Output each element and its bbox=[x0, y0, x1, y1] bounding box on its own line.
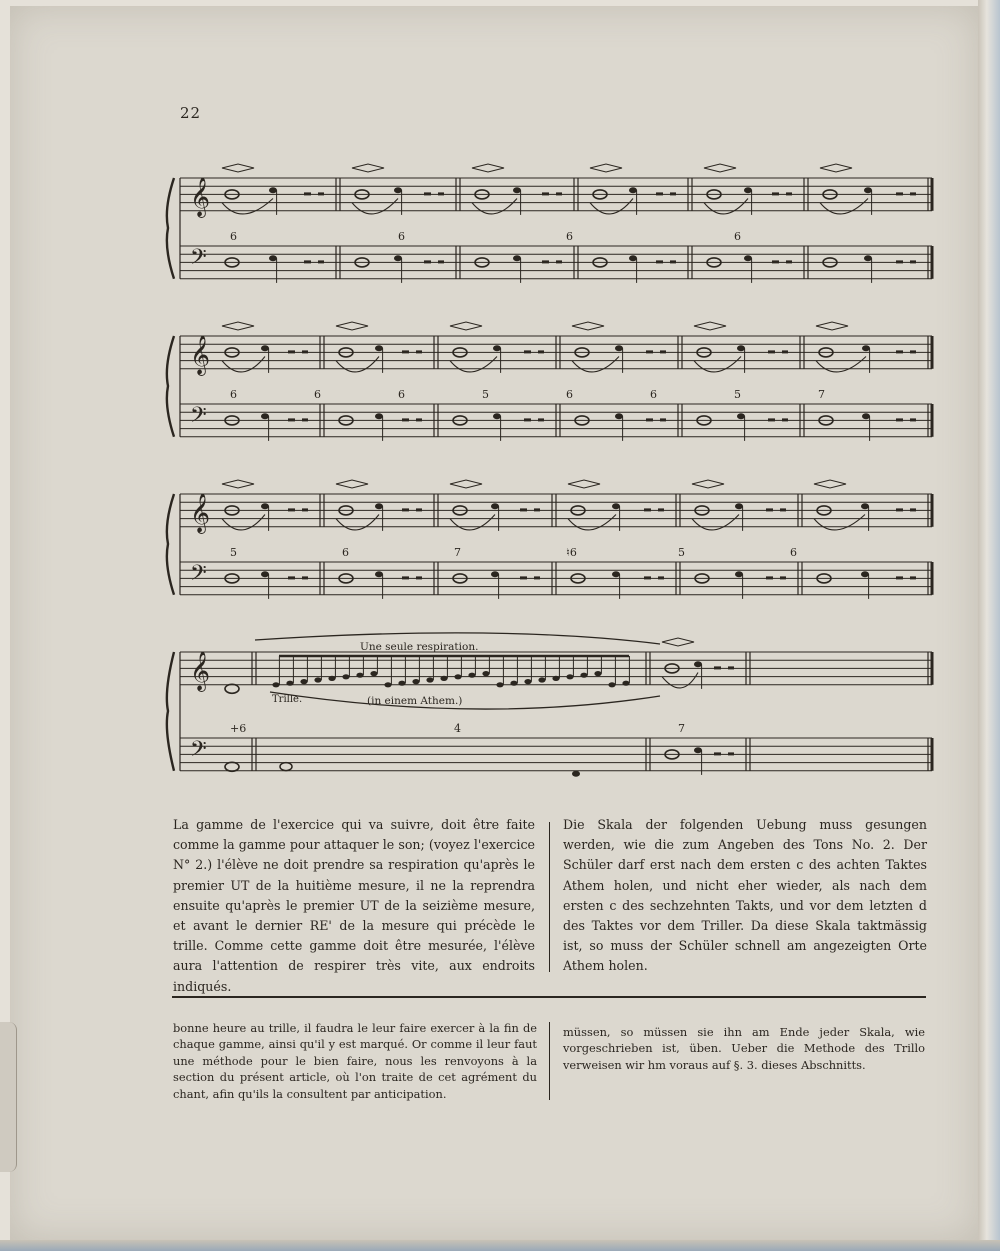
rest bbox=[534, 576, 540, 579]
breath-mark-icon bbox=[694, 322, 726, 330]
bass-clef-icon: 𝄢 bbox=[190, 737, 207, 767]
quarter-note bbox=[261, 413, 269, 419]
figured-bass-number: 6 bbox=[314, 388, 321, 401]
slur bbox=[814, 515, 865, 530]
rest bbox=[910, 350, 916, 353]
rest bbox=[402, 418, 409, 421]
rest bbox=[424, 192, 431, 195]
rest bbox=[302, 418, 308, 421]
sixteenth-note bbox=[496, 682, 503, 687]
rest bbox=[656, 192, 663, 195]
rest bbox=[910, 260, 916, 263]
rest bbox=[304, 192, 311, 195]
sixteenth-note bbox=[510, 681, 517, 686]
rest bbox=[772, 260, 779, 263]
rest bbox=[644, 576, 651, 579]
treble-clef-icon: 𝄞 bbox=[190, 335, 211, 375]
slur bbox=[568, 515, 616, 530]
quarter-note bbox=[862, 413, 870, 419]
figured-bass-number: 5 bbox=[734, 388, 741, 401]
rest bbox=[538, 418, 544, 421]
rest bbox=[766, 508, 773, 511]
system-2 bbox=[167, 335, 932, 437]
sixteenth-note bbox=[566, 674, 573, 679]
rest bbox=[416, 350, 422, 353]
quarter-note bbox=[493, 413, 501, 419]
binding-clip bbox=[0, 1022, 17, 1172]
figured-bass-number: 6 bbox=[230, 230, 237, 243]
rest bbox=[896, 350, 903, 353]
rest bbox=[302, 350, 308, 353]
german-text: Die Skala der folgenden Uebung muss gesungen werden, wie die zum Angeben des Tons No. 2. Der Schüler darf erst nach dem ersten c des achten Taktes Athem holen, und nicht eher wieder, als nach dem ersten c des sechzehnten Takts, und vor dem letzten d des Taktes vor dem Triller. Da diese Skala taktmässig ist, so muss der Schüler schnell am angezeigten Orte Athem holen. bbox=[563, 817, 927, 974]
system-brace bbox=[167, 494, 174, 595]
breath-mark-icon bbox=[814, 480, 846, 488]
quarter-note bbox=[612, 503, 620, 509]
rest bbox=[524, 418, 531, 421]
quarter-note bbox=[737, 345, 745, 351]
rest bbox=[728, 666, 734, 669]
french-footnote bbox=[173, 1020, 537, 1102]
rest bbox=[416, 508, 422, 511]
sixteenth-note bbox=[622, 681, 629, 686]
rest bbox=[438, 260, 444, 263]
sixteenth-note bbox=[594, 671, 601, 676]
figured-bass-number: 4 bbox=[454, 722, 461, 735]
system-brace bbox=[167, 336, 174, 437]
sixteenth-note bbox=[454, 674, 461, 679]
figured-bass-number: 7 bbox=[818, 388, 825, 401]
figured-bass-number: 5 bbox=[230, 546, 237, 559]
quarter-note bbox=[513, 255, 521, 261]
quarter-note bbox=[737, 413, 745, 419]
rest bbox=[438, 192, 444, 195]
figured-bass-number: 5 bbox=[678, 546, 685, 559]
rest bbox=[896, 260, 903, 263]
system-1 bbox=[167, 177, 932, 279]
quarter-note bbox=[261, 503, 269, 509]
breath-mark-icon bbox=[352, 164, 384, 172]
sixteenth-note bbox=[440, 676, 447, 681]
rest bbox=[782, 418, 788, 421]
rest bbox=[646, 350, 653, 353]
sixteenth-note bbox=[272, 682, 279, 687]
quarter-note bbox=[744, 255, 752, 261]
sixteenth-note bbox=[524, 679, 531, 684]
rest bbox=[318, 192, 324, 195]
quarter-note bbox=[735, 571, 743, 577]
rest bbox=[556, 260, 562, 263]
rest bbox=[416, 576, 422, 579]
rest bbox=[658, 508, 664, 511]
quarter-note bbox=[375, 345, 383, 351]
rest bbox=[896, 192, 903, 195]
rest bbox=[646, 418, 653, 421]
treble-clef-icon: 𝄞 bbox=[190, 651, 211, 691]
figured-bass-number: 6 bbox=[566, 230, 573, 243]
figured-bass-number: 7 bbox=[678, 722, 685, 735]
sixteenth-note bbox=[356, 673, 363, 678]
quarter-note bbox=[493, 345, 501, 351]
quarter-note bbox=[269, 187, 277, 193]
quarter-note bbox=[694, 747, 702, 753]
rest bbox=[520, 508, 527, 511]
rest bbox=[288, 508, 295, 511]
breath-mark-icon bbox=[816, 322, 848, 330]
rest bbox=[910, 508, 916, 511]
slur bbox=[694, 357, 741, 372]
breath-mark-icon bbox=[336, 480, 368, 488]
rest bbox=[670, 260, 676, 263]
breath-mark-icon bbox=[336, 322, 368, 330]
breath-mark-icon bbox=[568, 480, 600, 488]
slur bbox=[704, 199, 748, 214]
rest bbox=[780, 508, 786, 511]
rest bbox=[660, 418, 666, 421]
figured-bass-number: +6 bbox=[230, 722, 247, 735]
quarter-note bbox=[694, 661, 702, 667]
rest bbox=[786, 192, 792, 195]
sixteenth-note bbox=[468, 673, 475, 678]
quarter-note bbox=[864, 187, 872, 193]
rest bbox=[728, 752, 734, 755]
breath-mark-icon bbox=[704, 164, 736, 172]
rest bbox=[402, 576, 409, 579]
quarter-note bbox=[261, 345, 269, 351]
rest bbox=[318, 260, 324, 263]
quarter-note bbox=[375, 503, 383, 509]
quarter-note bbox=[744, 187, 752, 193]
quarter-note bbox=[491, 571, 499, 577]
sixteenth-note bbox=[482, 671, 489, 676]
quarter-note bbox=[861, 503, 869, 509]
quarter-note bbox=[269, 255, 277, 261]
figured-bass-number: ♮6 bbox=[566, 546, 577, 559]
rest bbox=[644, 508, 651, 511]
rest bbox=[416, 418, 422, 421]
rest bbox=[542, 192, 549, 195]
rest bbox=[714, 752, 721, 755]
quarter-note bbox=[629, 187, 637, 193]
rest bbox=[766, 576, 773, 579]
slur bbox=[450, 357, 497, 372]
figured-bass-number: 6 bbox=[566, 388, 573, 401]
score-staves bbox=[167, 177, 932, 771]
figured-bass-number: 5 bbox=[482, 388, 489, 401]
trill-label: Trille. bbox=[272, 694, 303, 705]
slur bbox=[450, 515, 495, 530]
figured-bass-number: 7 bbox=[454, 546, 461, 559]
sixteenth-note bbox=[426, 677, 433, 682]
sixteenth-note bbox=[398, 681, 405, 686]
french-text: La gamme de l'exercice qui va suivre, doit être faite comme la gamme pour attaquer le son; (voyez l'exercice N° 2.) l'élève ne doit prendre sa respiration qu'après le premier UT de la huitième mesure, il ne la reprendra ensuite qu'après le premier UT de la seizième mesure, et avant le dernier RE' de la mesure qui précède le trille. Comme cette gamme doit être mesurée, l'élève aura l'attention de respirer très vite, aux endroits indiqués. bbox=[173, 817, 535, 994]
figured-bass-number: 6 bbox=[342, 546, 349, 559]
rest bbox=[402, 508, 409, 511]
figured-bass-number: 6 bbox=[734, 230, 741, 243]
whole-note bbox=[225, 762, 239, 771]
figured-bass-number: 6 bbox=[230, 388, 237, 401]
sixteenth-note bbox=[608, 682, 615, 687]
rest bbox=[534, 508, 540, 511]
breath-mark-icon bbox=[820, 164, 852, 172]
breath-mark-icon bbox=[662, 638, 694, 646]
rest bbox=[556, 192, 562, 195]
phrase-slur bbox=[270, 692, 660, 709]
footnote-separator bbox=[172, 996, 926, 998]
rest bbox=[910, 576, 916, 579]
sixteenth-note bbox=[580, 673, 587, 678]
quarter-note bbox=[629, 255, 637, 261]
quarter-note bbox=[864, 255, 872, 261]
bass-clef-icon: 𝄢 bbox=[190, 561, 207, 591]
rest bbox=[656, 260, 663, 263]
breath-mark-icon bbox=[222, 322, 254, 330]
breath-mark-icon bbox=[590, 164, 622, 172]
sixteenth-note bbox=[328, 676, 335, 681]
slur bbox=[222, 515, 265, 530]
rest bbox=[542, 260, 549, 263]
quarter-note bbox=[375, 571, 383, 577]
quarter-note bbox=[735, 503, 743, 509]
bass-clef-icon: 𝄢 bbox=[190, 403, 207, 433]
rest bbox=[910, 192, 916, 195]
slur bbox=[352, 199, 398, 214]
column-divider bbox=[549, 822, 550, 972]
slur bbox=[692, 515, 739, 530]
rest bbox=[304, 260, 311, 263]
slur bbox=[662, 673, 698, 688]
footnote-column-divider bbox=[549, 1022, 550, 1100]
french-footnote-text: bonne heure au trille, il faudra le leur faire exercer à la fin de chaque gamme, ainsi qu'il y est marqué. Or comme il leur faut une méthode pour le bien faire, nous les renvoyons à la section du présent article, où l'on traite de cet agrément du chant, afin qu'ils la consultent par anticipation. bbox=[173, 1021, 537, 1101]
rest bbox=[896, 508, 903, 511]
slur bbox=[816, 357, 866, 372]
figured-bass-number: 6 bbox=[790, 546, 797, 559]
german-footnote-text: müssen, so müssen sie ihn am Ende jeder Skala, wie vorgeschrieben ist, üben. Ueber die Methode des Trillo verweisen wir hm voraus auf §. 3. dieses Abschnitts. bbox=[563, 1025, 925, 1072]
quarter-note bbox=[375, 413, 383, 419]
french-paragraph bbox=[173, 815, 535, 997]
quarter-note bbox=[491, 503, 499, 509]
rest bbox=[782, 350, 788, 353]
quarter-note bbox=[394, 255, 402, 261]
treble-clef-icon: 𝄞 bbox=[190, 493, 211, 533]
rest bbox=[896, 418, 903, 421]
slur bbox=[590, 199, 633, 214]
slur bbox=[336, 515, 379, 530]
rest bbox=[520, 576, 527, 579]
breath-mark-icon bbox=[572, 322, 604, 330]
slur bbox=[472, 199, 517, 214]
half-note bbox=[280, 763, 292, 771]
page-number: 22 bbox=[180, 104, 202, 122]
rest bbox=[288, 418, 295, 421]
slur bbox=[222, 199, 273, 214]
rest bbox=[288, 350, 295, 353]
rest bbox=[670, 192, 676, 195]
system-brace bbox=[167, 178, 174, 279]
athem-label: (in einem Athem.) bbox=[367, 695, 463, 707]
sixteenth-note bbox=[552, 676, 559, 681]
quarter-note bbox=[612, 571, 620, 577]
slur bbox=[336, 357, 379, 372]
rest bbox=[538, 350, 544, 353]
rest bbox=[768, 418, 775, 421]
system-4 bbox=[167, 651, 932, 771]
rest bbox=[910, 418, 916, 421]
rest bbox=[660, 350, 666, 353]
rest bbox=[524, 350, 531, 353]
figured-bass-number: 6 bbox=[650, 388, 657, 401]
quarter-note bbox=[861, 571, 869, 577]
rest bbox=[780, 576, 786, 579]
slur bbox=[820, 199, 868, 214]
page-edge-bottom bbox=[0, 1240, 1000, 1251]
figured-bass-number: 6 bbox=[398, 230, 405, 243]
rest bbox=[786, 260, 792, 263]
breath-mark-icon bbox=[450, 322, 482, 330]
german-paragraph bbox=[563, 815, 927, 977]
breath-mark-icon bbox=[472, 164, 504, 172]
quarter-note bbox=[261, 571, 269, 577]
rest bbox=[302, 576, 308, 579]
sixteenth-note bbox=[412, 679, 419, 684]
whole-note bbox=[225, 684, 239, 693]
figured-bass-number: 6 bbox=[398, 388, 405, 401]
rest bbox=[288, 576, 295, 579]
rest bbox=[402, 350, 409, 353]
sixteenth-note bbox=[314, 677, 321, 682]
rest bbox=[302, 508, 308, 511]
sixteenth-note bbox=[300, 679, 307, 684]
sixteenth-note bbox=[286, 681, 293, 686]
breath-mark-icon bbox=[692, 480, 724, 488]
sixteenth-note bbox=[370, 671, 377, 676]
quarter-note bbox=[513, 187, 521, 193]
quarter-note bbox=[572, 771, 580, 777]
rest bbox=[772, 192, 779, 195]
quarter-note bbox=[394, 187, 402, 193]
bass-clef-icon: 𝄢 bbox=[190, 245, 207, 275]
rest bbox=[896, 576, 903, 579]
rest bbox=[768, 350, 775, 353]
sixteenth-note bbox=[538, 677, 545, 682]
treble-clef-icon: 𝄞 bbox=[190, 177, 211, 217]
breath-mark-icon bbox=[222, 480, 254, 488]
rest bbox=[658, 576, 664, 579]
slur bbox=[222, 357, 265, 372]
respiration-label: Une seule respiration. bbox=[360, 641, 479, 653]
quarter-note bbox=[862, 345, 870, 351]
sixteenth-note bbox=[342, 674, 349, 679]
rest bbox=[424, 260, 431, 263]
quarter-note bbox=[615, 345, 623, 351]
system-brace bbox=[167, 652, 174, 771]
quarter-note bbox=[615, 413, 623, 419]
breath-mark-icon bbox=[450, 480, 482, 488]
breath-mark-icon bbox=[222, 164, 254, 172]
german-footnote bbox=[563, 1024, 925, 1073]
sixteenth-note bbox=[384, 682, 391, 687]
slur bbox=[572, 357, 619, 372]
rest bbox=[714, 666, 721, 669]
